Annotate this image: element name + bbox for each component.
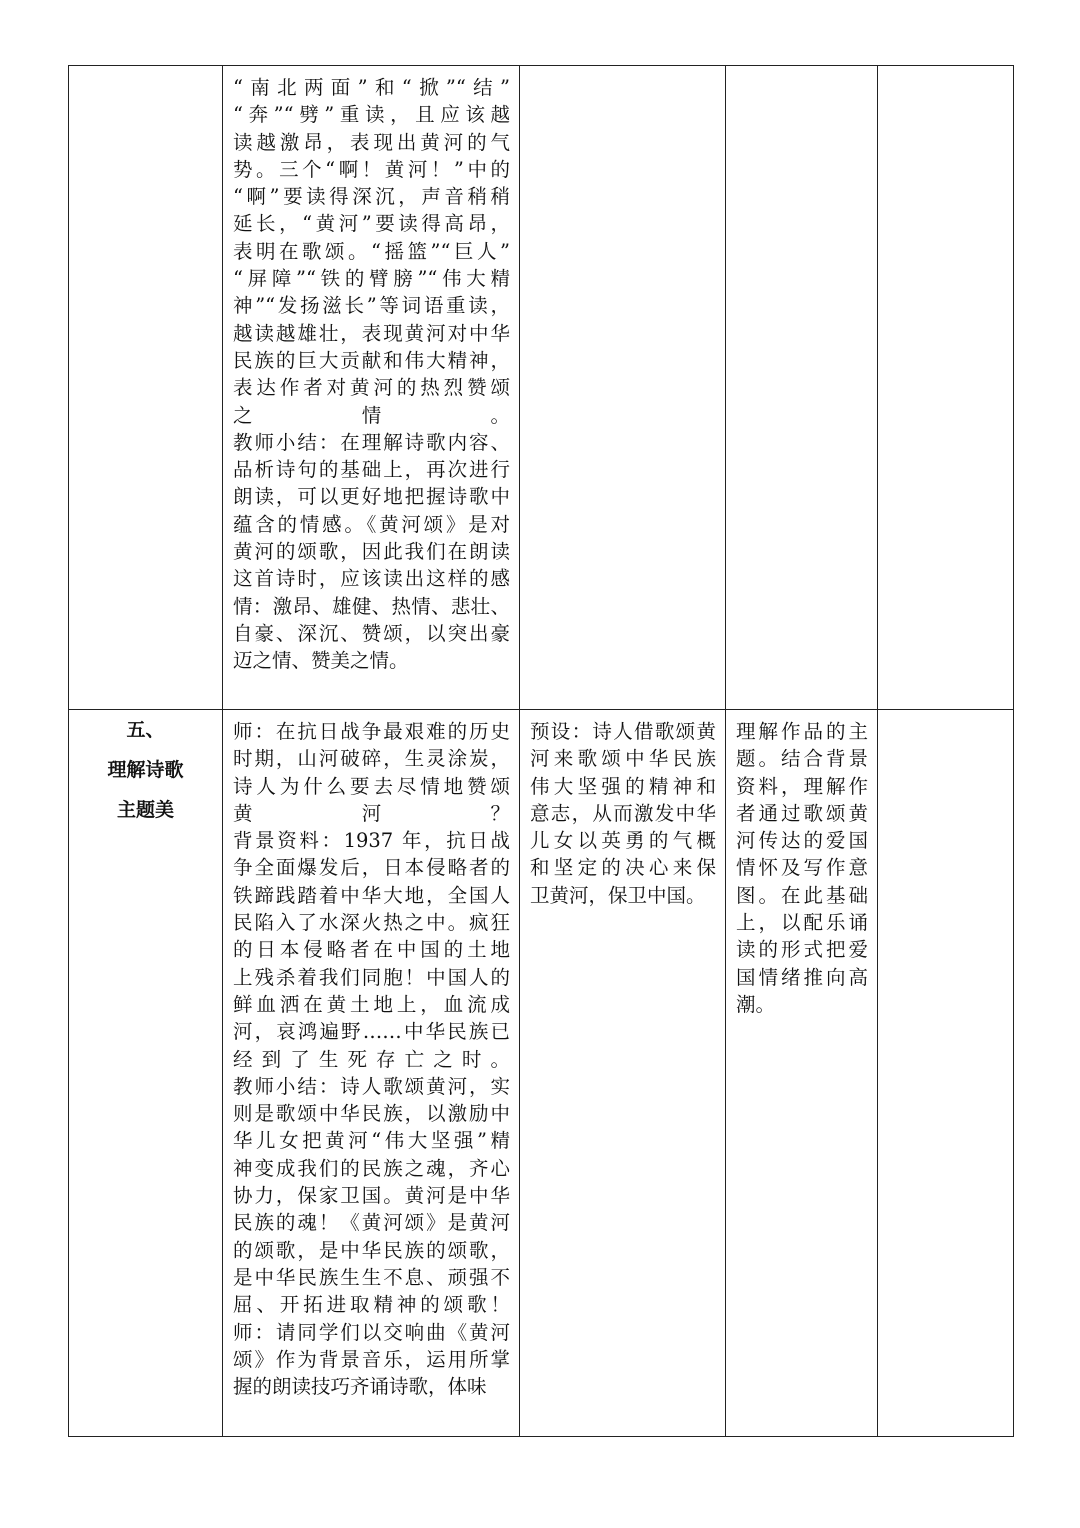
text-line: 师：请同学们以交响曲《黄河 (233, 1320, 510, 1344)
text-line: 鲜血洒在黄土地上，血流成 (233, 992, 510, 1016)
text-line: 图。在此基础 (736, 883, 868, 907)
text-line: 蕴含的情感。《黄河颂》是对 (233, 512, 510, 536)
text-line: 河，哀鸿遍野……中华民族已 (233, 1020, 510, 1044)
notes-cell (878, 66, 1014, 710)
text-line: 读越激昂，表现出黄河的气 (233, 130, 510, 154)
text-line: 潮。 (736, 992, 776, 1016)
text-line: 上残杀着我们同胞！中国人的 (233, 965, 510, 989)
text-line: 之情。 (233, 403, 510, 427)
text-line: 屈、开拓进取精神的颂歌！ (233, 1293, 510, 1317)
text-line: 自豪、深沉、赞颂，以突出豪 (233, 621, 510, 645)
text-line: 表达作者对黄河的热烈赞颂 (233, 376, 510, 400)
text-line: 是中华民族生生不息、顽强不 (233, 1265, 510, 1289)
text-line: 和坚定的决心来保 (530, 856, 716, 880)
text-line: 情：激昂、雄健、热情、悲壮、 (233, 594, 510, 618)
text-line: 理解作品的主 (736, 720, 868, 743)
text-line: 民族的魂！《黄河颂》是黄河 (233, 1211, 510, 1235)
text-line: 握的朗读技巧齐诵诗歌，体味 (233, 1375, 487, 1399)
text-line: 势。三个“啊！黄河！”中的 (233, 157, 510, 181)
teaching-activity-cell (223, 66, 520, 710)
text-line: 伟大坚强的精神和 (530, 774, 716, 798)
stage-title-line-2: 主题美 (116, 799, 174, 821)
design-intent-cell (726, 66, 878, 710)
text-line: 则是歌颂中华民族，以激励中 (233, 1102, 510, 1126)
text-line: 民族的巨大贡献和伟大精神， (233, 348, 510, 372)
table-row (69, 66, 1014, 710)
text-line: 背景资料：1937 年，抗日战 (233, 829, 510, 853)
text-line: 教师小结：在理解诗歌内容、 (233, 430, 510, 454)
table-row (69, 710, 1014, 1437)
text-line: 预设：诗人借歌颂黄 (530, 720, 716, 743)
text-line: 教师小结：诗人歌颂黄河，实 (233, 1074, 510, 1098)
text-line: “啊”要读得深沉，声音稍稍 (233, 185, 510, 209)
text-line: 时期，山河破碎，生灵涂炭， (233, 747, 510, 771)
stage-cell (69, 710, 223, 1437)
student-activity-text (520, 66, 725, 74)
text-line: 协力，保家卫国。黄河是中华 (233, 1184, 510, 1208)
teaching-activity-cell (223, 710, 520, 1437)
teaching-activity-text (223, 66, 519, 675)
text-line: “南北两面”和“掀”“结” (233, 76, 510, 99)
text-line: “奔”“劈”重读，且应该越 (233, 103, 510, 127)
text-line: 表明在歌颂。“摇篮”“巨人” (233, 239, 510, 263)
student-activity-cell (520, 66, 726, 710)
text-line: 儿女以英勇的气概 (530, 829, 716, 853)
text-line: “屏障”“铁的臂膀”“伟大精 (233, 267, 510, 291)
text-line: 黄河的颂歌，因此我们在朗读 (233, 540, 510, 564)
text-line: 民陷入了水深火热之中。疯狂 (233, 911, 510, 935)
student-activity-cell (520, 710, 726, 1437)
text-line: 情怀及写作意 (736, 856, 868, 880)
text-line: 颂》作为背景音乐，运用所掌 (233, 1347, 510, 1371)
lesson-plan-table (68, 65, 1014, 1437)
text-line: 河来歌颂中华民族 (530, 747, 716, 771)
text-line: 延长，“黄河”要读得高昂， (233, 212, 510, 236)
text-line: 迈之情、赞美之情。 (233, 649, 409, 673)
text-line: 的颂歌，是中华民族的颂歌， (233, 1238, 510, 1262)
text-line: 华儿女把黄河“伟大坚强”精 (233, 1129, 510, 1153)
text-line: 铁蹄践踏着中华大地，全国人 (233, 883, 510, 907)
text-line: 师：在抗日战争最艰难的历史 (233, 720, 510, 743)
text-line: 题。结合背景 (736, 747, 868, 771)
text-line: 品析诗句的基础上，再次进行 (233, 458, 510, 482)
text-line: 神变成我们的民族之魂，齐心 (233, 1156, 510, 1180)
text-line: 读的形式把爱 (736, 938, 868, 962)
text-line: 资料，理解作 (736, 774, 868, 798)
text-line: 者通过歌颂黄 (736, 801, 868, 825)
stage-cell (69, 66, 223, 710)
student-activity-text (520, 710, 725, 909)
stage-number: 五、 (126, 719, 165, 741)
notes-cell (878, 710, 1014, 1437)
design-intent-text (726, 710, 877, 1018)
text-line: 黄河？ (233, 801, 510, 825)
text-line: 意志，从而激发中华 (530, 801, 716, 825)
stage-title-line-1: 理解诗歌 (107, 759, 184, 781)
design-intent-text (726, 66, 877, 74)
text-line: 上，以配乐诵 (736, 911, 868, 935)
text-line: 朗读，可以更好地把握诗歌中 (233, 485, 510, 509)
text-line: 河传达的爱国 (736, 829, 868, 853)
design-intent-cell (726, 710, 878, 1437)
text-line: 越读越雄壮，表现黄河对中华 (233, 321, 510, 345)
text-line: 诗人为什么要去尽情地赞颂 (233, 774, 510, 798)
text-line: 争全面爆发后，日本侵略者的 (233, 856, 510, 880)
text-line: 经到了生死存亡之时。 (233, 1047, 510, 1071)
text-line: 神”“发扬滋长”等词语重读， (233, 294, 510, 318)
teaching-activity-text (223, 710, 519, 1400)
text-line: 的日本侵略者在中国的土地 (233, 938, 510, 962)
text-line: 卫黄河，保卫中国。 (530, 883, 706, 907)
text-line: 国情绪推向高 (736, 965, 868, 989)
text-line: 这首诗时，应该读出这样的感 (233, 567, 510, 591)
